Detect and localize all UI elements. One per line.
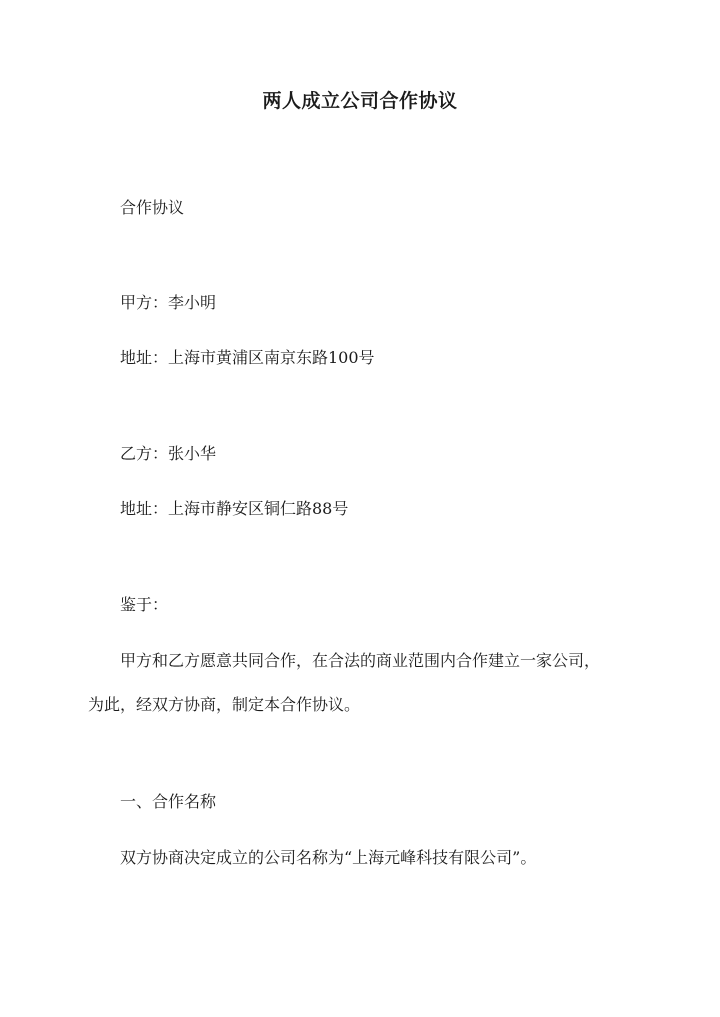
whereas-text-line-2: 为此，经双方协商，制定本合作协议。: [88, 695, 361, 714]
agreement-heading: 合作协议: [120, 198, 185, 217]
section-1-heading: 一、合作名称: [120, 792, 217, 811]
party-a-name: 甲方：李小明: [120, 293, 217, 312]
party-b-address: 地址：上海市静安区铜仁路88号: [120, 499, 349, 518]
section-1-text: 双方协商决定成立的公司名称为“上海元峰科技有限公司”。: [120, 848, 537, 867]
whereas-text-line-1: 甲方和乙方愿意共同合作，在合法的商业范围内合作建立一家公司，: [120, 651, 601, 670]
party-a-address: 地址：上海市黄浦区南京东路100号: [120, 348, 375, 367]
whereas-label: 鉴于：: [120, 595, 169, 614]
document-title: 两人成立公司合作协议: [262, 90, 458, 112]
party-b-name: 乙方：张小华: [120, 444, 217, 463]
